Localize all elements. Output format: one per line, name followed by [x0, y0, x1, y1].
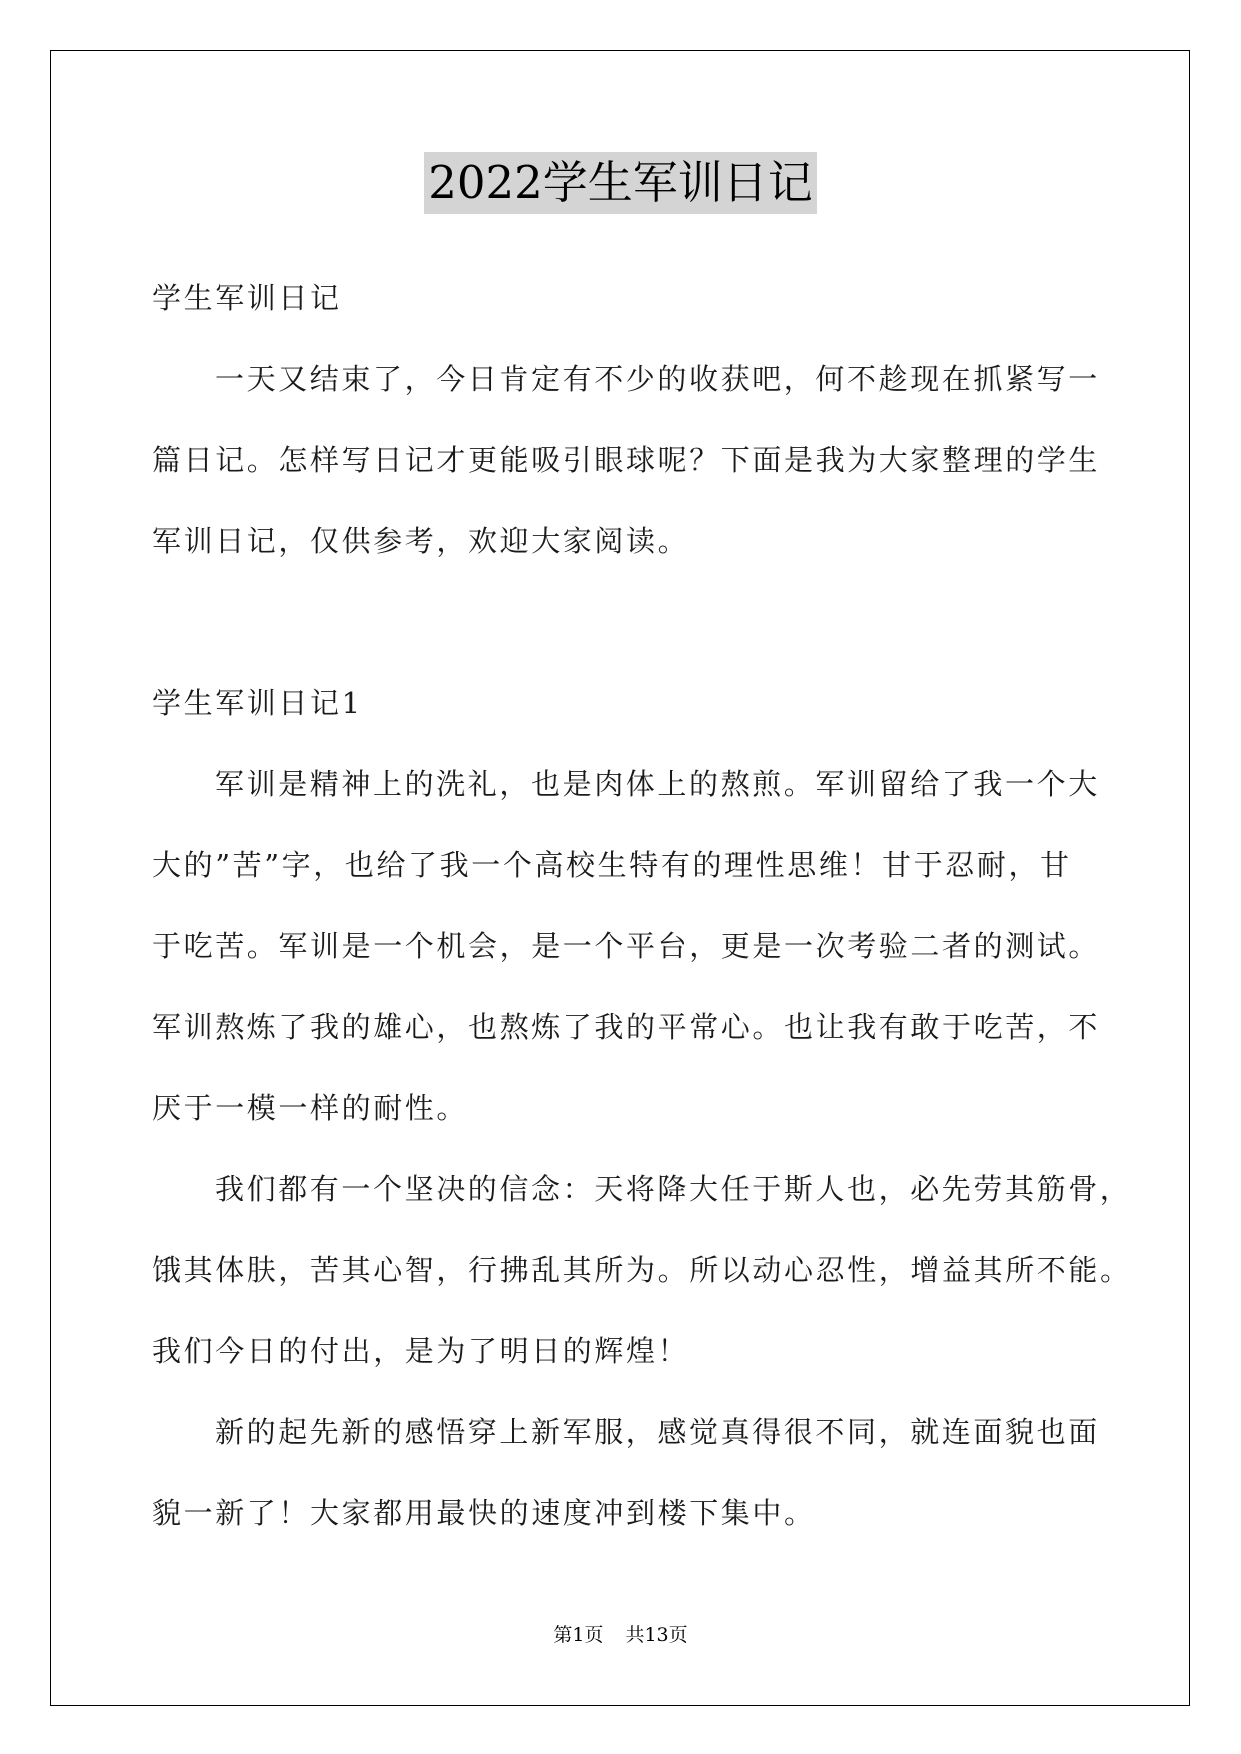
blank-line — [152, 582, 1112, 663]
section-heading: 学生军训日记1 — [152, 686, 363, 720]
paragraph-2-line-3: 我们今日的付出，是为了明日的辉煌！ — [152, 1334, 690, 1368]
paragraph-2-line-1: 我们都有一个坚决的信念：天将降大任于斯人也，必先劳其筋骨， — [215, 1172, 1132, 1206]
paragraph-3-line-2: 貌一新了！大家都用最快的速度冲到楼下集中。 — [152, 1496, 816, 1530]
page-footer — [0, 1620, 1241, 1647]
paragraph-1-line-1: 军训是精神上的洗礼，也是肉体上的熬煎。军训留给了我一个大 — [215, 767, 1100, 801]
document-body — [152, 258, 1132, 1554]
paragraph-2-line-2: 饿其体肤，苦其心智，行拂乱其所为。所以动心忍性，增益其所不能。 — [152, 1253, 1132, 1287]
intro-line-2: 篇日记。怎样写日记才更能吸引眼球呢？下面是我为大家整理的学生 — [152, 443, 1101, 477]
document-title: 2022学生军训日记 — [424, 152, 817, 214]
paragraph-1-line-4: 军训熬炼了我的雄心，也熬炼了我的平常心。也让我有敢于吃苦，不 — [152, 1010, 1101, 1044]
paragraph-1-line-2: 大的”苦”字，也给了我一个高校生特有的理性思维！甘于忍耐，甘 — [152, 848, 1072, 882]
paragraph-1-line-5: 厌于一模一样的耐性。 — [152, 1091, 469, 1125]
paragraph-3-line-1: 新的起先新的感悟穿上新军服，感觉真得很不同，就连面貌也面 — [215, 1415, 1100, 1449]
paragraph-1-line-3: 于吃苦。军训是一个机会，是一个平台，更是一次考验二者的测试。 — [152, 929, 1101, 963]
page-number: 第1页 — [553, 1624, 604, 1646]
intro-line-3: 军训日记，仅供参考，欢迎大家阅读。 — [152, 524, 690, 558]
page-total: 共13页 — [625, 1624, 688, 1646]
document-title-container — [0, 152, 1241, 214]
subtitle: 学生军训日记 — [152, 281, 342, 315]
intro-line-1: 一天又结束了，今日肯定有不少的收获吧，何不趁现在抓紧写一 — [215, 362, 1100, 396]
